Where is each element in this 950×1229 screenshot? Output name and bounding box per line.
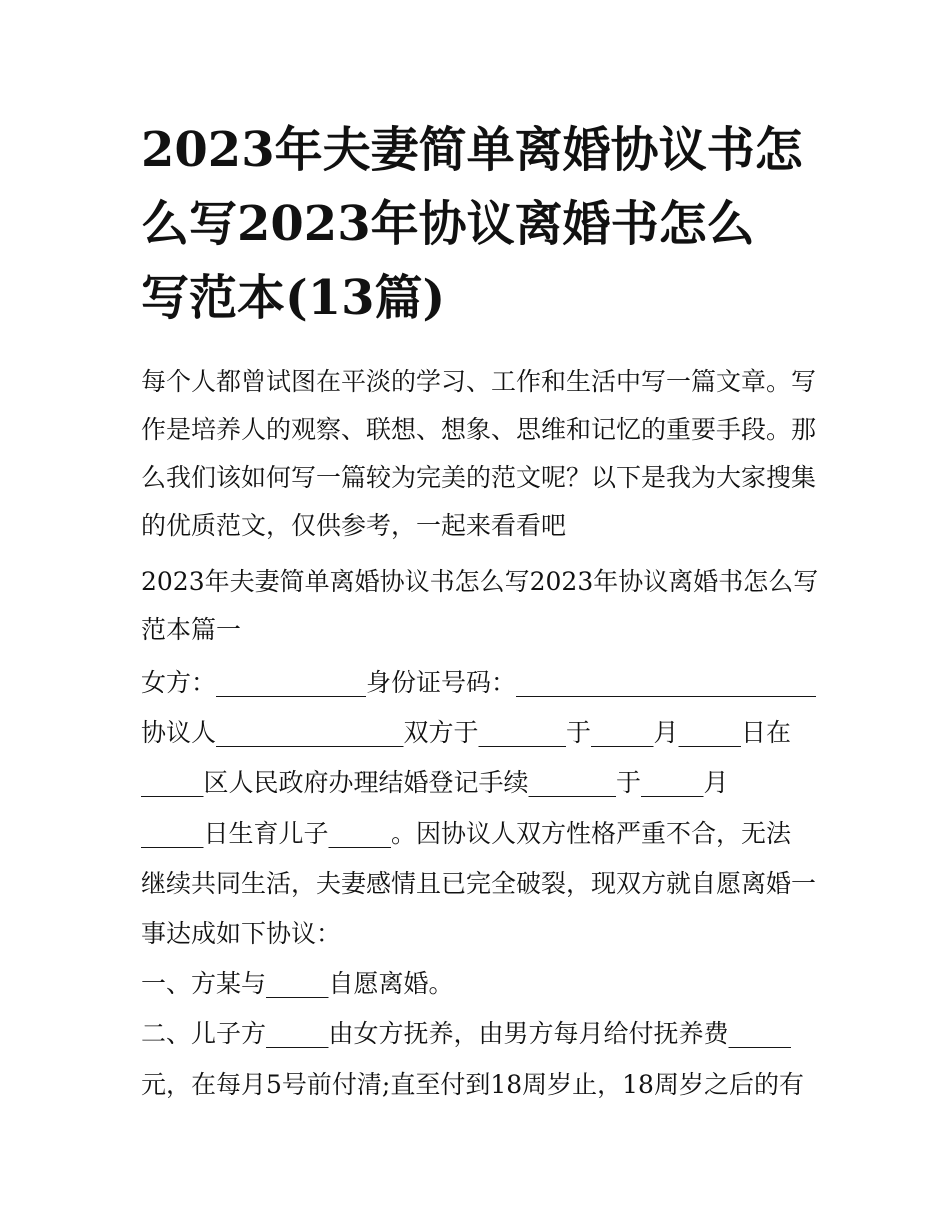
section-heading-line: 2023年夫妻简单离婚协议书怎么写2023年协议离婚书怎么写 — [141, 567, 819, 596]
agreement-line: _____区人民政府办理结婚登记手续_______于_____月 — [141, 768, 729, 798]
intro-line: 作是培养人的观察、联想、想象、思维和记忆的重要手段。那 — [141, 415, 817, 444]
title-line: 么写2023年协议离婚书怎么 — [141, 196, 755, 252]
agreement-line: 女方：____________身份证号码：________________________ — [141, 668, 817, 697]
intro-line: 么我们该如何写一篇较为完美的范文呢？以下是我为大家搜集 — [141, 463, 817, 492]
section-heading-line: 范本篇一 — [141, 615, 242, 644]
section-heading — [141, 558, 821, 654]
agreement-line: 事达成如下协议： — [141, 919, 342, 949]
title-line: 写范本(13篇) — [141, 270, 446, 326]
intro-paragraph — [141, 358, 821, 550]
agreement-line: 元，在每月5号前付清;直至付到18周岁止，18周岁之后的有 — [141, 1069, 804, 1099]
intro-line: 每个人都曾试图在平淡的学习、工作和生活中写一篇文章。写 — [141, 367, 817, 396]
agreement-line: 一、方某与_____自愿离婚。 — [141, 969, 454, 999]
document-title — [141, 113, 821, 335]
agreement-line: 继续共同生活，夫妻感情且已完全破裂，现双方就自愿离婚一 — [141, 868, 817, 898]
intro-line: 的优质范文，仅供参考，一起来看看吧 — [141, 511, 567, 540]
title-line: 2023年夫妻简单离婚协议书怎 — [141, 122, 803, 178]
agreement-body — [141, 658, 821, 1110]
agreement-line: _____日生育儿子_____。因协议人双方性格严重不合，无法 — [141, 818, 792, 848]
agreement-line: 协议人_______________双方于_______于_____月_____日在 — [141, 718, 792, 748]
agreement-line: 二、儿子方_____由女方抚养，由男方每月给付抚养费_____ — [141, 1019, 792, 1049]
